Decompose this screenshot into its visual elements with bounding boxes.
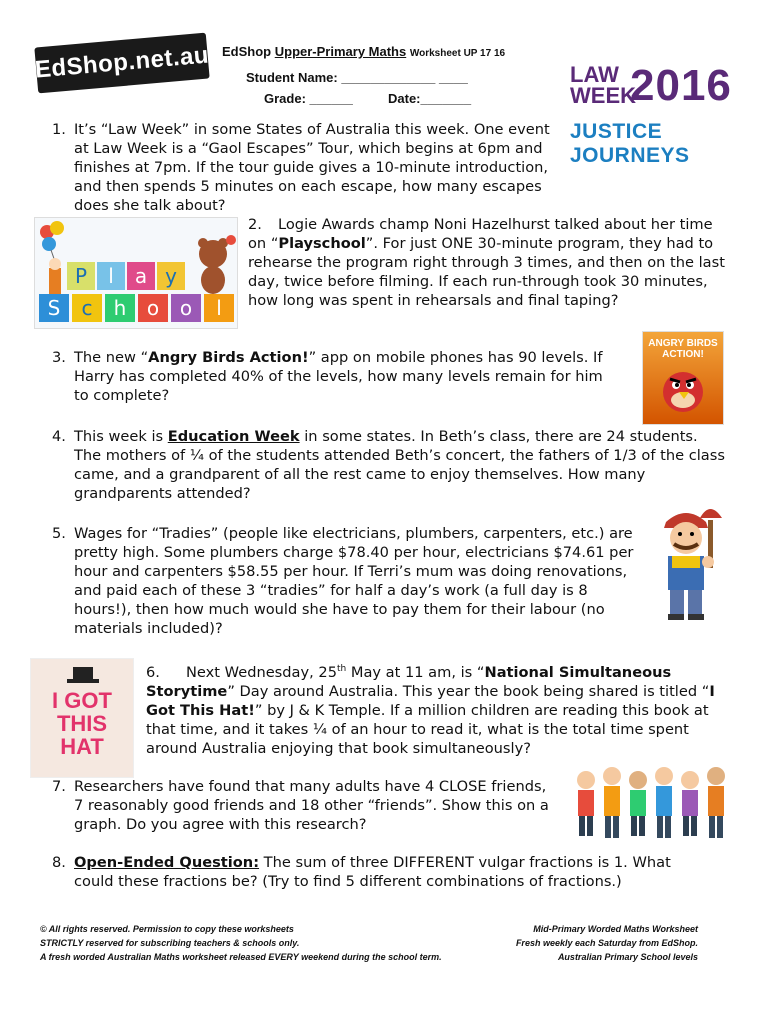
question-keyword: Education Week [167, 428, 300, 445]
question-text: May at 11 am, is “ [346, 663, 485, 681]
question-keyword: Playschool [278, 235, 366, 252]
question-2 [248, 215, 728, 310]
question-text: It’s “Law Week” in some States of Australia this week. One event at Law Week is a “Gaol Escapes” Tour, which begins at 6pm and finishes at 7pm. If the tour guide gives a 10-minute introduction, and then spends 5 minutes on each escape, how many escapes does she talk about? [74, 121, 550, 214]
block: h [105, 294, 135, 322]
block: l [204, 294, 234, 322]
grade-field[interactable]: Grade: ______ [264, 91, 353, 106]
question-text: Next Wednesday, 25 [186, 663, 337, 681]
question-6 [146, 660, 732, 758]
angry-bird-icon [643, 332, 723, 424]
question-keyword: I Got This Hat! [146, 682, 715, 719]
question-number: 1. [52, 121, 66, 138]
hat-icon [31, 661, 133, 691]
brand-name: EdShop [222, 44, 272, 59]
question-keyword: National Simultaneous Storytime [146, 663, 672, 700]
footer-line: Australian Primary School levels [557, 952, 698, 962]
block: S [39, 294, 69, 322]
book-cover-image [30, 658, 134, 778]
edshop-logo: EdShop.net.au [34, 33, 209, 94]
block: o [138, 294, 168, 322]
question-5 [52, 524, 642, 638]
play-blocks [67, 262, 185, 290]
footer-line: A fresh worded Australian Maths worksheet released EVERY weekend during the school term. [40, 952, 442, 962]
question-number: 6. [146, 663, 160, 681]
footer-line: Fresh weekly each Saturday from EdShop. [515, 938, 698, 948]
question-3 [52, 348, 622, 405]
block: y [157, 262, 185, 290]
question-text: in some states. In Beth’s class, there are 24 students. The mothers of ¼ of the students attended Beth’s concert, the fathers of 1/3 of the class came, and a grandparent of all the rest came to enjoy themselves. How many grandparents attended? [74, 428, 725, 502]
footer-line: © All rights reserved. Permission to copy these worksheets [40, 924, 294, 934]
question-text: Researchers have found that many adults have 4 CLOSE friends, 7 reasonably good friends and 18 other “friends”. Show this on a graph. Do you agree with this research? [74, 778, 549, 833]
law-week-text: LAW WEEK [570, 62, 636, 108]
block: a [127, 262, 155, 290]
worksheet-title [222, 44, 505, 59]
friends-illustration [570, 762, 730, 842]
question-text: The new “ [74, 349, 149, 366]
law-week-year: 2016 [630, 61, 732, 110]
question-4 [52, 427, 732, 503]
question-text: ” by J & K Temple. If a million children are reading this book at that time, and it takes ¼ of an hour to read it, what is the total time spent around Australia enjoying that book simultaneously? [146, 701, 709, 757]
question-8 [52, 853, 732, 891]
question-7 [52, 777, 552, 834]
question-text: ” app on mobile phones has 90 levels. If Harry has completed 40% of the levels, how many levels remain for him to complete? [74, 349, 603, 404]
block: o [171, 294, 201, 322]
angry-birds-title: ANGRY BIRDS ACTION! [648, 338, 718, 360]
block: l [97, 262, 125, 290]
book-title-line: HAT [60, 734, 104, 759]
playschool-image [34, 217, 238, 329]
question-number: 2. [248, 216, 262, 233]
question-text: Wages for “Tradies” (people like electricians, plumbers, carpenters, etc.) are pretty high. Some plumbers charge $78.40 per hour, electricians $74.61 per hour and carpenters $58.55 per hour. If Terri’s mum was doing renovations, and paid each of these 3 “tradies” for half a day’s work (a full day is 8 hours!), then how much would she have to pay them for their labour (no materials included)? [74, 525, 634, 637]
footer-left [40, 922, 442, 964]
student-name-field[interactable]: Student Name: _____________ ____ [246, 70, 468, 85]
plumber-image [644, 500, 728, 624]
subject-name: Upper-Primary Maths [274, 44, 407, 59]
question-number: 5. [52, 525, 66, 542]
question-number: 3. [52, 349, 66, 366]
worksheet-code: Worksheet UP 17 16 [409, 48, 506, 59]
book-title-art [35, 689, 129, 758]
question-text: ”. For just ONE 30-minute program, they had to rehearse the program right through 3 times, and then on the last day, twice before filming. If each run-through took 30 minutes, how long was spent in rehearsals and final taping? [248, 235, 725, 309]
superscript: th [336, 664, 347, 674]
plumber-illustration [644, 500, 728, 624]
question-number: 8. [52, 854, 66, 871]
question-number: 7. [52, 778, 66, 795]
date-field[interactable]: Date:_______ [388, 91, 472, 106]
question-text: This week is [74, 428, 168, 445]
block: c [72, 294, 102, 322]
question-keyword: Open-Ended Question: [74, 854, 260, 871]
question-text: Logie Awards champ Noni Hazelhurst talked about her time on “ [248, 216, 713, 252]
book-title-line: I GOT [52, 688, 112, 713]
question-1 [52, 120, 732, 215]
footer-line: STRICTLY reserved for subscribing teachers & schools only. [40, 938, 300, 948]
footer-right [516, 922, 698, 964]
angry-birds-image [642, 331, 724, 425]
friends-image [570, 762, 730, 842]
footer-line: Mid-Primary Worded Maths Worksheet [533, 924, 698, 934]
question-number: 4. [52, 428, 66, 445]
question-keyword: Angry Birds Action! [148, 349, 309, 366]
law-week-tagline: JUSTICE JOURNEYS [570, 120, 690, 167]
school-blocks [39, 294, 234, 322]
book-title-line: THIS [56, 711, 108, 736]
block: P [67, 262, 95, 290]
question-text: The sum of three DIFFERENT vulgar fractions is 1. What could these fractions be? (Try to find 5 different combinations of fractions.) [74, 854, 671, 890]
question-text: ” Day around Australia. This year the book being shared is titled “ [227, 682, 710, 700]
